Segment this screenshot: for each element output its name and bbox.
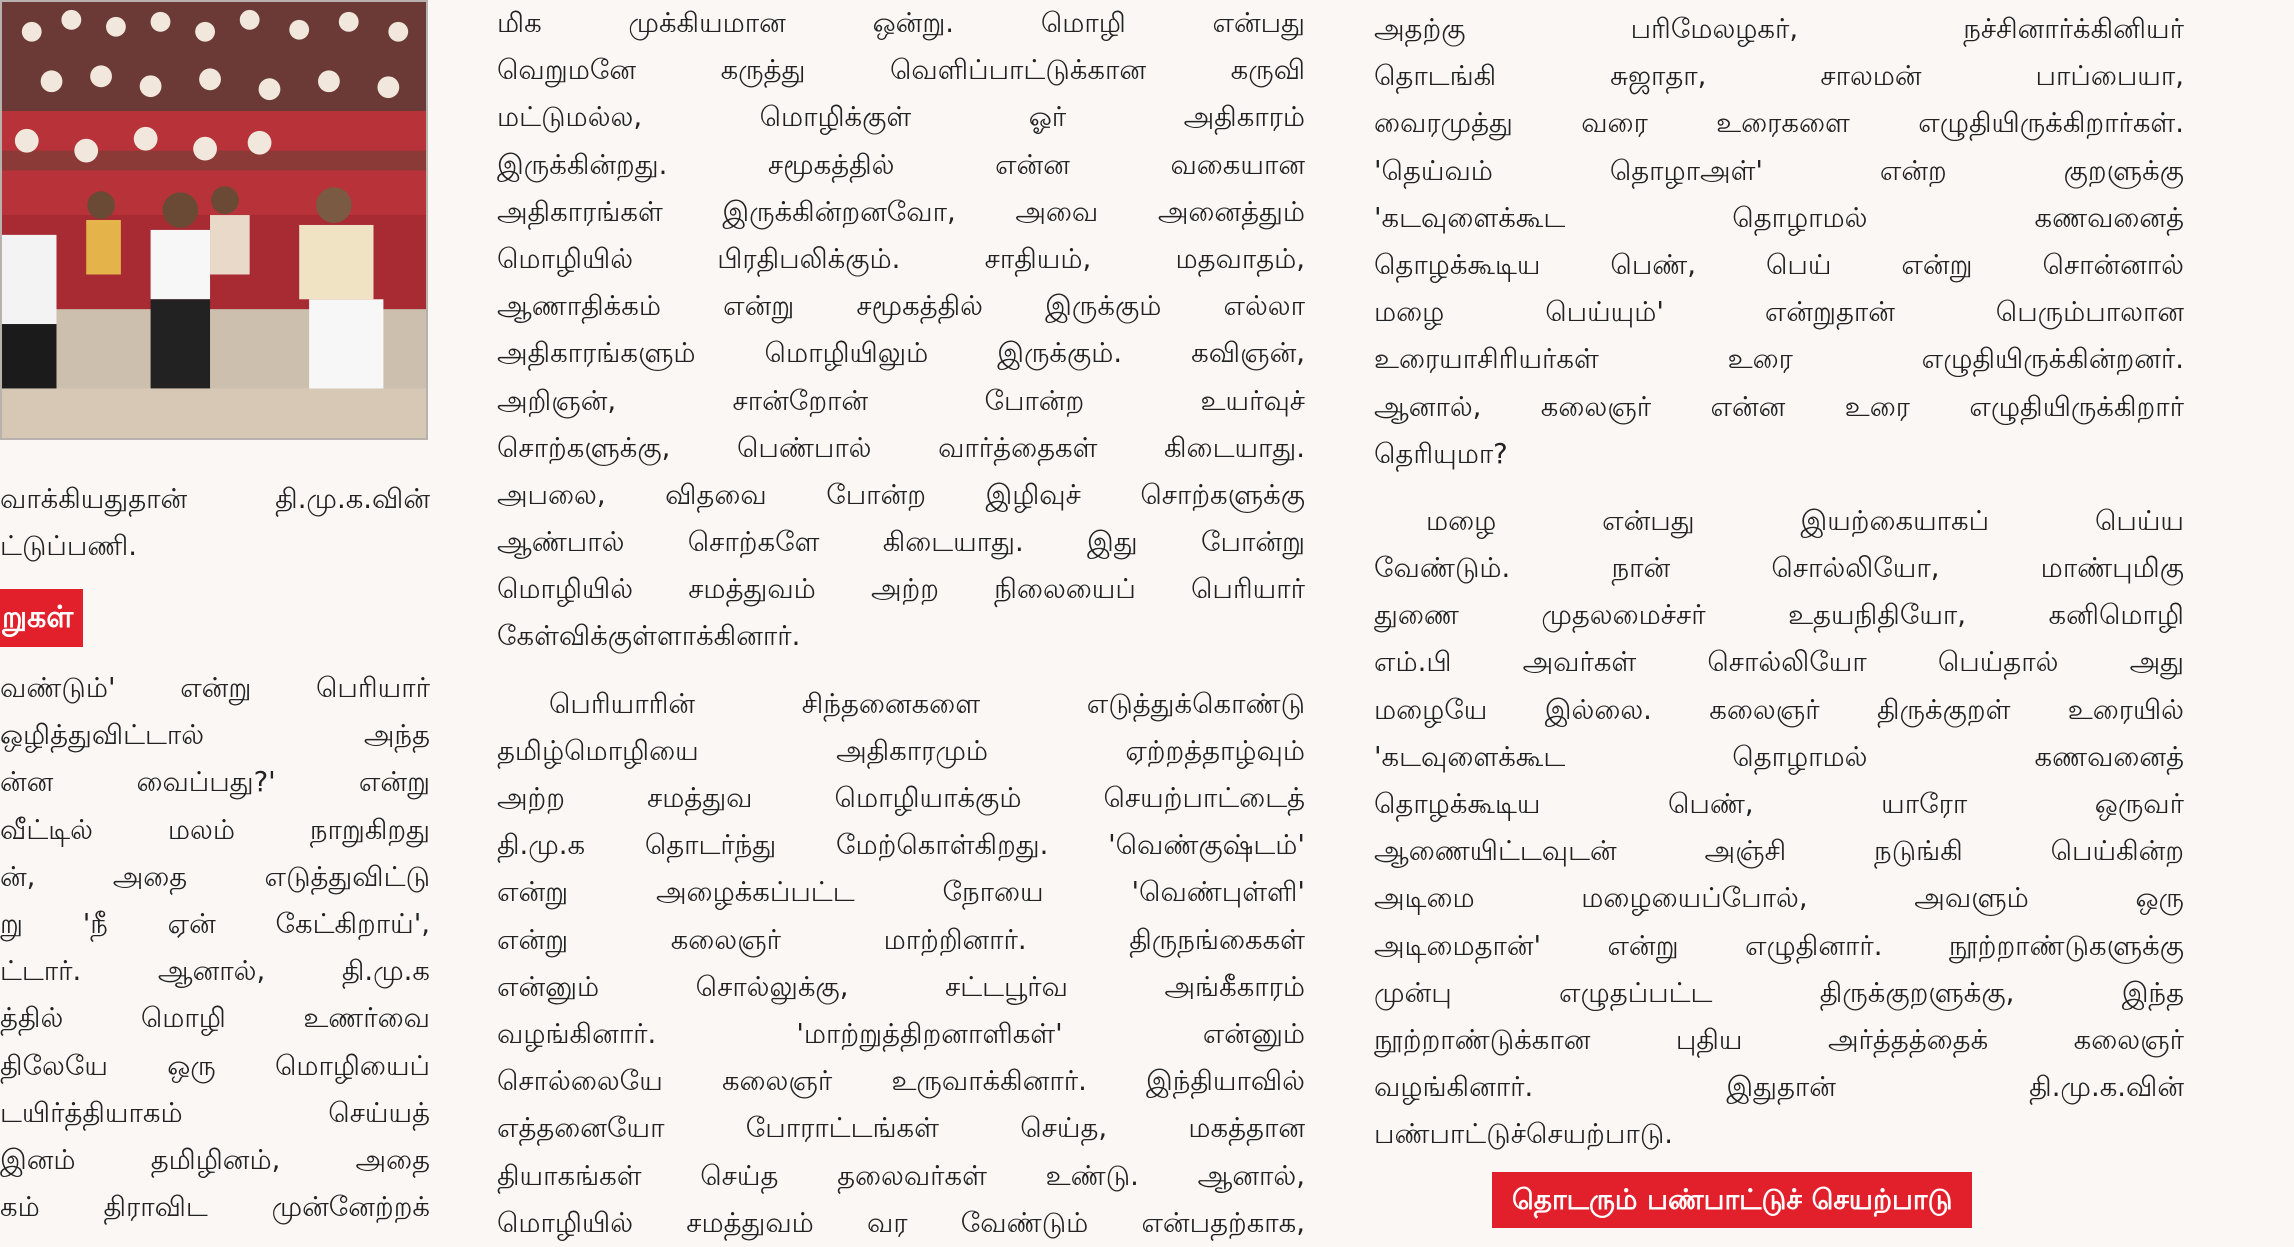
left-body-line: று 'நீ ஏன் கேட்கிறாய்', xyxy=(0,907,430,940)
mid-p2-line: என்னும் சொல்லுக்கு, சட்டபூர்வ அங்கீகாரம் xyxy=(497,970,1305,1003)
right-p2-line: முன்பு எழுதப்பட்ட திருக்குறளுக்கு, இந்த xyxy=(1374,976,2184,1009)
mid-p2-line: எத்தனையோ போராட்டங்கள் செய்த, மகத்தான xyxy=(497,1112,1305,1145)
left-body-line: ட்டார். ஆனால், தி.மு.க xyxy=(0,955,430,988)
event-photo xyxy=(0,0,428,440)
mid-p1-line: ஆண்பால் சொற்களே கிடையாது. இது போன்று xyxy=(497,526,1305,559)
left-body-line: த்தில் மொழி உணர்வை xyxy=(0,1002,430,1035)
right-section-heading: தொடரும் பண்பாட்டுச் செயற்பாடு xyxy=(1492,1172,1972,1228)
left-body-line: கம் திராவிட முன்னேற்றக் xyxy=(0,1191,430,1224)
right-p2-line: வழங்கினார். இதுதான் தி.மு.க.வின் xyxy=(1374,1071,2184,1104)
left-body-line: டயிர்த்தியாகம் செய்யத் xyxy=(0,1096,430,1129)
mid-p2-line: அற்ற சமத்துவ மொழியாக்கும் செயற்பாட்டைத் xyxy=(497,782,1305,814)
right-column xyxy=(1374,6,2184,1159)
mid-p1-line: அதிகாரங்கள் இருக்கின்றனவோ, அவை அனைத்தும் xyxy=(497,195,1305,228)
left-body-line: வண்டும்' என்று பெரியார் xyxy=(0,672,430,704)
mid-p2-line: என்று அழைக்கப்பட்ட நோயை 'வெண்புள்ளி' xyxy=(497,876,1305,909)
left-section-heading: றுகள் xyxy=(0,589,83,647)
mid-p1-line: அறிஞன், சான்றோன் போன்ற உயர்வுச் xyxy=(497,384,1305,417)
mid-p1-line: வெறுமனே கருத்து வெளிப்பாட்டுக்கான கருவி xyxy=(497,54,1305,87)
audience-photo-illustration xyxy=(2,2,426,438)
right-p2-line: 'கடவுளைக்கூட தொழாமல் கணவனைத் xyxy=(1374,740,2184,773)
right-p2-line: ஆணையிட்டவுடன் அஞ்சி நடுங்கி பெய்கின்ற xyxy=(1374,835,2184,868)
mid-p1-line: கேள்விக்குள்ளாக்கினார். xyxy=(497,620,801,653)
right-p2-line: அடிமை மழையைப்போல், அவளும் ஒரு xyxy=(1374,882,2184,915)
mid-p2-line: சொல்லையே கலைஞர் உருவாக்கினார். இந்தியாவில் xyxy=(497,1065,1305,1098)
left-body-line: திலேயே ஒரு மொழியைப் xyxy=(0,1049,430,1082)
mid-p1-line: இருக்கின்றது. சமூகத்தில் என்ன வகையான xyxy=(497,148,1305,181)
mid-p1-line: ஆணாதிக்கம் என்று சமூகத்தில் இருக்கும் எல்லா xyxy=(497,290,1305,323)
right-p2-line: மழை என்பது இயற்கையாகப் பெய்ய xyxy=(1426,504,2184,537)
right-p1-line: ஆனால், கலைஞர் என்ன உரை எழுதியிருக்கிறார் xyxy=(1374,390,2184,423)
left-body-line: வீட்டில் மலம் நாறுகிறது xyxy=(0,813,430,846)
photo-caption-line-1: வாக்கியதுதான் தி.மு.க.வின் xyxy=(0,483,430,515)
right-p1-line: மழை பெய்யும்' என்றுதான் பெரும்பாலான xyxy=(1374,296,2184,329)
right-p2-line: வேண்டும். நான் சொல்லியோ, மாண்புமிகு xyxy=(1374,552,2184,585)
mid-p1-line: மட்டுமல்ல, மொழிக்குள் ஓர் அதிகாரம் xyxy=(497,101,1305,134)
right-p2-line: தொழக்கூடிய பெண், யாரோ ஒருவர் xyxy=(1374,788,2184,820)
mid-p1-line: அபலை, விதவை போன்ற இழிவுச் சொற்களுக்கு xyxy=(497,478,1305,511)
right-p2-line: பண்பாட்டுச்செயற்பாடு. xyxy=(1374,1118,1673,1151)
mid-p2-line: பெரியாரின் சிந்தனைகளை எடுத்துக்கொண்டு xyxy=(549,687,1305,720)
right-p2-line: துணை முதலமைச்சர் உதயநிதியோ, கனிமொழி xyxy=(1374,599,2184,632)
right-p1-line: 'தெய்வம் தொழாஅள்' என்ற குறளுக்கு xyxy=(1374,154,2184,187)
mid-p1-line: மிக முக்கியமான ஒன்று. மொழி என்பது xyxy=(497,7,1305,39)
mid-p1-line: அதிகாரங்களும் மொழியிலும் இருக்கும். கவிஞன், xyxy=(497,337,1305,370)
right-p1-line: தொழக்கூடிய பெண், பெய் என்று சொன்னால் xyxy=(1374,248,2184,281)
right-p1-line: உரையாசிரியர்கள் உரை எழுதியிருக்கின்றனர். xyxy=(1374,343,2184,376)
mid-p1-line: மொழியில் சமத்துவம் அற்ற நிலையைப் பெரியார் xyxy=(497,573,1305,606)
mid-p2-line: தமிழ்மொழியை அதிகாரமும் ஏற்றத்தாழ்வும் xyxy=(497,734,1305,767)
right-p1-line: தெரியுமா? xyxy=(1374,437,1508,470)
left-body-line: ன்ன வைப்பது?' என்று xyxy=(0,766,430,799)
right-p1-line: 'கடவுளைக்கூட தொழாமல் கணவனைத் xyxy=(1374,201,2184,234)
right-p1-line: அதற்கு பரிமேலழகர், நச்சினார்க்கினியர் xyxy=(1374,13,2184,45)
right-p2-line: நூற்றாண்டுக்கான புதிய அர்த்தத்தைக் கலைஞர் xyxy=(1374,1023,2184,1056)
right-p2-line: எம்.பி அவர்கள் சொல்லியோ பெய்தால் அது xyxy=(1374,646,2184,679)
right-p1-line: வைரமுத்து வரை உரைகளை எழுதியிருக்கிறார்கள். xyxy=(1374,107,2184,140)
left-body-line: ஒழித்துவிட்டால் அந்த xyxy=(0,719,430,752)
left-body-line: இனம் தமிழினம், அதை xyxy=(0,1143,430,1176)
middle-column xyxy=(497,0,1305,1247)
left-column xyxy=(0,476,430,570)
right-p1-line: தொடங்கி சுஜாதா, சாலமன் பாப்பையா, xyxy=(1374,60,2184,93)
mid-p2-line: தியாகங்கள் செய்த தலைவர்கள் உண்டு. ஆனால், xyxy=(497,1159,1305,1192)
mid-p1-line: சொற்களுக்கு, பெண்பால் வார்த்தைகள் கிடையாது. xyxy=(497,431,1305,464)
left-column-body xyxy=(0,665,430,1231)
mid-p2-line: தி.மு.க தொடர்ந்து மேற்கொள்கிறது. 'வெண்குஷ்டம்' xyxy=(497,829,1305,862)
right-p2-line: மழையே இல்லை. கலைஞர் திருக்குறள் உரையில் xyxy=(1374,693,2184,726)
mid-p1-line: மொழியில் பிரதிபலிக்கும். சாதியம், மதவாதம், xyxy=(497,242,1305,275)
photo-caption-line-2: ட்டுப்பணி. xyxy=(0,530,138,563)
right-p2-line: அடிமைதான்' என்று எழுதினார். நூற்றாண்டுகளுக்கு xyxy=(1374,929,2184,962)
mid-p2-line: மொழியில் சமத்துவம் வர வேண்டும் என்பதற்காக, xyxy=(497,1206,1305,1239)
mid-p2-line: என்று கலைஞர் மாற்றினார். திருநங்கைகள் xyxy=(497,923,1305,956)
mid-p2-line: வழங்கினார். 'மாற்றுத்திறனாளிகள்' என்னும் xyxy=(497,1017,1305,1050)
left-body-line: ன், அதை எடுத்துவிட்டு xyxy=(0,860,430,893)
